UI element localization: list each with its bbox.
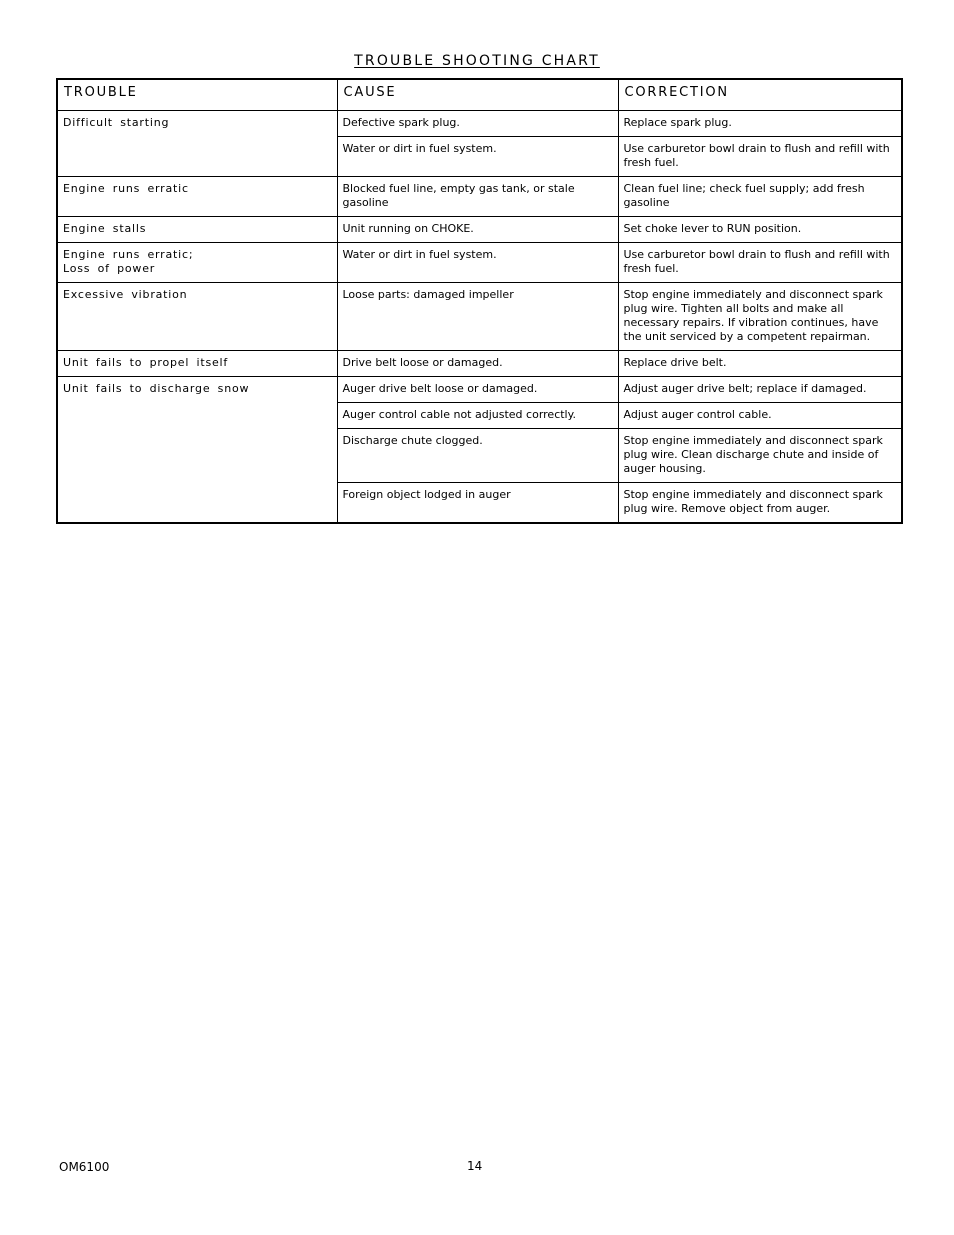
trouble-text: Excessive vibration [63,288,188,301]
cause-cell: Auger control cable not adjusted correctly. [337,403,618,429]
header-trouble: TROUBLE [57,79,337,111]
table-row [57,377,902,403]
trouble-cell [57,377,337,524]
trouble-text: Engine runs erratic [63,182,189,195]
table-row [57,351,902,377]
correction-cell: Use carburetor bowl drain to flush and refill with fresh fuel. [618,137,902,177]
table-row [57,111,902,137]
trouble-text: Engine stalls [63,222,147,235]
header-correction: CORRECTION [618,79,902,111]
correction-cell: Set choke lever to RUN position. [618,217,902,243]
cause-cell: Drive belt loose or damaged. [337,351,618,377]
cause-cell: Blocked fuel line, empty gas tank, or stale gasoline [337,177,618,217]
cause-cell: Loose parts: damaged impeller [337,283,618,351]
document-id: OM6100 [59,1160,110,1174]
trouble-text: Unit fails to propel itself [63,356,229,369]
correction-cell: Stop engine immediately and disconnect spark plug wire. Remove object from auger. [618,483,902,524]
correction-cell: Use carburetor bowl drain to flush and refill with fresh fuel. [618,243,902,283]
table-row [57,283,902,351]
table-header-row [57,79,902,111]
trouble-cell [57,243,337,283]
page-title-text: TROUBLE SHOOTING CHART [354,53,600,69]
trouble-text: Engine runs erratic; [63,248,194,261]
trouble-shooting-table [56,78,903,524]
cause-cell: Auger drive belt loose or damaged. [337,377,618,403]
table-row [57,177,902,217]
cause-cell: Discharge chute clogged. [337,429,618,483]
trouble-text: Unit fails to discharge snow [63,382,250,395]
page-number: 14 [467,1159,483,1173]
trouble-cell [57,177,337,217]
page-title [0,53,954,69]
correction-cell: Stop engine immediately and disconnect spark plug wire. Clean discharge chute and inside of auger housing. [618,429,902,483]
header-cause: CAUSE [337,79,618,111]
correction-cell: Adjust auger control cable. [618,403,902,429]
correction-cell: Stop engine immediately and disconnect spark plug wire. Tighten all bolts and make all necessary repairs. If vibration continues, have the unit serviced by a competent repairman. [618,283,902,351]
cause-cell: Water or dirt in fuel system. [337,137,618,177]
trouble-cell [57,111,337,177]
trouble-cell [57,351,337,377]
table-row [57,217,902,243]
trouble-text: Loss of power [63,262,156,275]
cause-cell: Water or dirt in fuel system. [337,243,618,283]
cause-cell: Foreign object lodged in auger [337,483,618,524]
table-row [57,243,902,283]
trouble-cell [57,283,337,351]
correction-cell: Adjust auger drive belt; replace if damaged. [618,377,902,403]
correction-cell: Replace spark plug. [618,111,902,137]
correction-cell: Clean fuel line; check fuel supply; add fresh gasoline [618,177,902,217]
trouble-cell [57,217,337,243]
cause-cell: Unit running on CHOKE. [337,217,618,243]
trouble-text: Difficult starting [63,116,170,129]
cause-cell: Defective spark plug. [337,111,618,137]
correction-cell: Replace drive belt. [618,351,902,377]
